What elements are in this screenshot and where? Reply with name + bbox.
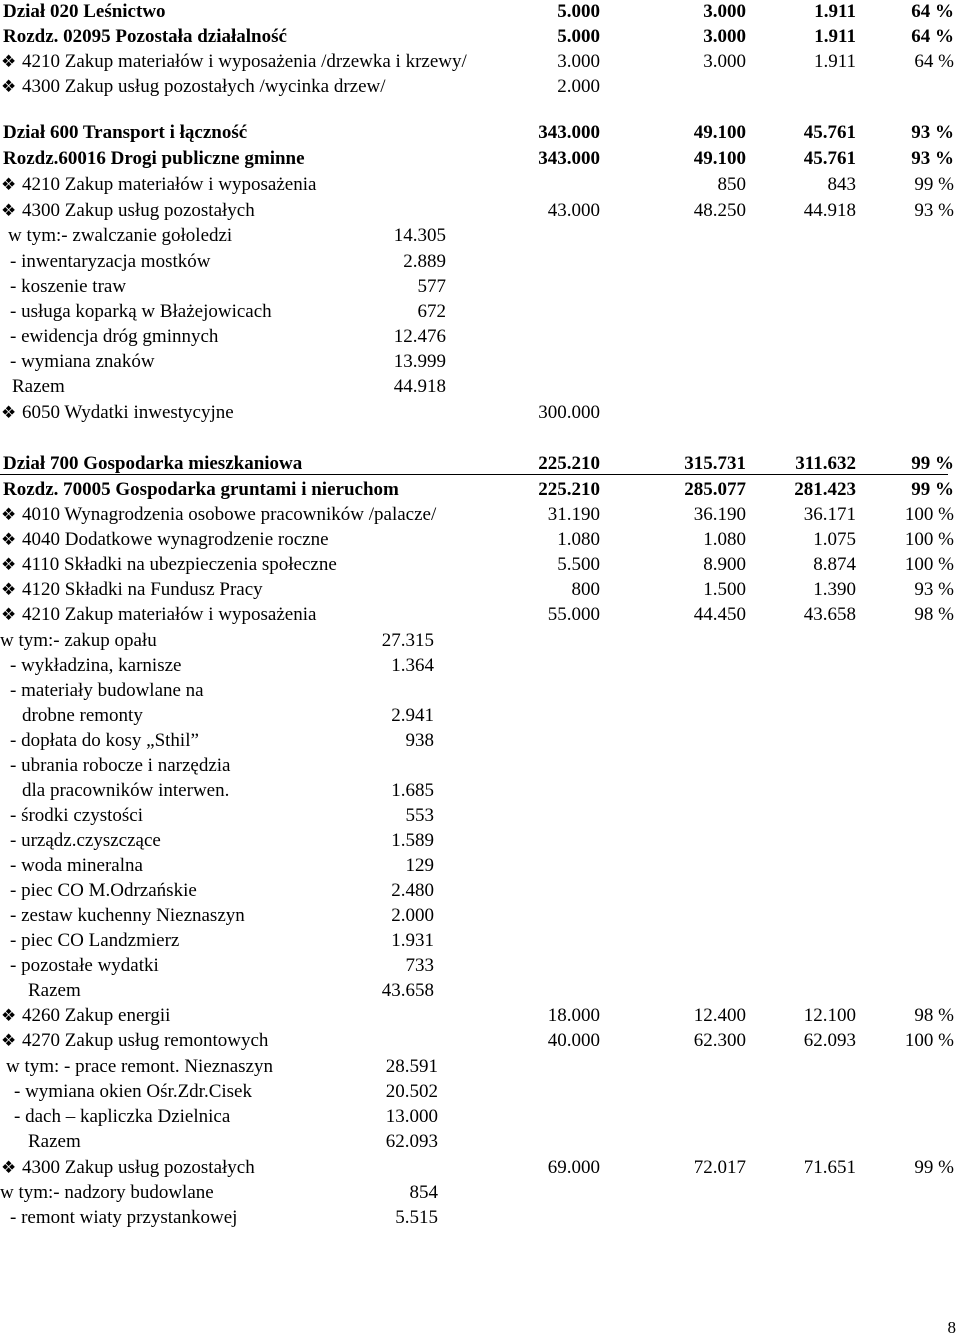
execution-percent: 98 % — [914, 604, 954, 625]
breakdown-value: 2.941 — [391, 705, 434, 726]
diamond-bullet-icon: ❖ — [1, 530, 17, 549]
row-label: 4260 Zakup energii — [22, 1005, 171, 1026]
breakdown-row — [0, 779, 960, 803]
breakdown-value: 12.476 — [393, 326, 446, 347]
execution-percent: 100 % — [904, 529, 954, 550]
breakdown-label: w tym:- zakup opału — [0, 630, 157, 651]
breakdown-label: - wykładzina, karnisze — [10, 655, 182, 676]
expense-item-row — [0, 401, 960, 425]
diamond-bullet-icon: ❖ — [1, 201, 17, 220]
diamond-bullet-icon: ❖ — [1, 580, 17, 599]
row-label: 4300 Zakup usług pozostałych — [22, 200, 255, 221]
amount-cell: 55.000 — [547, 604, 600, 625]
row-label: 4010 Wynagrodzenia osobowe pracowników /palacze/ — [22, 504, 437, 525]
row-label: 4040 Dodatkowe wynagrodzenie roczne — [22, 529, 329, 550]
row-label: 4110 Składki na ubezpieczenia społeczne — [22, 554, 337, 575]
breakdown-label: - dach – kapliczka Dzielnica — [14, 1106, 231, 1127]
breakdown-row — [0, 654, 960, 678]
row-label: 4300 Zakup usług pozostałych /wycinka drzew/ — [22, 76, 386, 97]
execution-percent: 64 % — [914, 51, 954, 72]
expense-item-row — [0, 75, 960, 99]
breakdown-label: - ubrania robocze i narzędzia — [10, 755, 231, 776]
execution-percent: 99 % — [914, 1157, 954, 1178]
amount-cell: 5.000 — [557, 26, 600, 47]
breakdown-row — [0, 729, 960, 753]
breakdown-row — [0, 1055, 960, 1079]
breakdown-value: 1.931 — [391, 930, 434, 951]
amount-cell: 5.500 — [557, 554, 600, 575]
breakdown-row — [0, 350, 960, 374]
row-label: Rozdz.60016 Drogi publiczne gminne — [3, 148, 305, 169]
breakdown-label: - urządz.czyszczące — [10, 830, 161, 851]
breakdown-value: 577 — [417, 276, 446, 297]
row-label: 4120 Składki na Fundusz Pracy — [22, 579, 263, 600]
breakdown-row — [0, 929, 960, 953]
diamond-bullet-icon: ❖ — [1, 505, 17, 524]
diamond-bullet-icon: ❖ — [1, 175, 17, 194]
execution-percent: 99 % — [914, 174, 954, 195]
amount-cell: 36.190 — [693, 504, 746, 525]
page-number: 8 — [947, 1318, 956, 1337]
amount-cell: 40.000 — [547, 1030, 600, 1051]
section-heading-row — [0, 478, 960, 502]
row-label: Rozdz. 70005 Gospodarka gruntami i nieruchom — [3, 479, 399, 500]
expense-item-row — [0, 503, 960, 527]
execution-percent: 100 % — [904, 554, 954, 575]
breakdown-value: 129 — [405, 855, 434, 876]
breakdown-label: w tym:- zwalczanie gołoledzi — [8, 225, 233, 246]
section-heading-row — [0, 147, 960, 171]
amount-cell: 44.918 — [803, 200, 856, 221]
amount-cell: 45.761 — [803, 122, 856, 143]
amount-cell: 1.075 — [813, 529, 856, 550]
diamond-bullet-icon: ❖ — [1, 605, 17, 624]
breakdown-row — [0, 704, 960, 728]
amount-cell: 3.000 — [703, 26, 746, 47]
breakdown-value: 1.589 — [391, 830, 434, 851]
breakdown-label: - pozostałe wydatki — [10, 955, 159, 976]
amount-cell: 18.000 — [547, 1005, 600, 1026]
amount-cell: 62.300 — [693, 1030, 746, 1051]
expense-item-row — [0, 199, 960, 223]
amount-cell: 1.911 — [814, 1, 856, 22]
breakdown-row — [0, 224, 960, 248]
breakdown-row — [0, 904, 960, 928]
execution-percent: 100 % — [904, 504, 954, 525]
breakdown-label: - materiały budowlane na — [10, 680, 204, 701]
diamond-bullet-icon: ❖ — [1, 1006, 17, 1025]
amount-cell: 311.632 — [795, 453, 856, 474]
section-heading-row — [0, 0, 960, 24]
amount-cell: 31.190 — [547, 504, 600, 525]
expense-item-row — [0, 603, 960, 627]
amount-cell: 49.100 — [693, 148, 746, 169]
amount-cell: 1.390 — [813, 579, 856, 600]
amount-cell: 1.500 — [703, 579, 746, 600]
amount-cell: 343.000 — [538, 148, 600, 169]
breakdown-label: - inwentaryzacja mostków — [10, 251, 211, 272]
amount-cell: 8.900 — [703, 554, 746, 575]
amount-cell: 225.210 — [538, 479, 600, 500]
row-label: 4300 Zakup usług pozostałych — [22, 1157, 255, 1178]
breakdown-label: - remont wiaty przystankowej — [10, 1207, 238, 1228]
diamond-bullet-icon: ❖ — [1, 555, 17, 574]
amount-cell: 1.080 — [557, 529, 600, 550]
amount-cell: 1.080 — [703, 529, 746, 550]
amount-cell: 843 — [827, 174, 856, 195]
expense-item-row — [0, 50, 960, 74]
row-label: 4210 Zakup materiałów i wyposażenia — [22, 604, 317, 625]
amount-cell: 36.171 — [803, 504, 856, 525]
row-label: Dział 700 Gospodarka mieszkaniowa — [3, 453, 303, 474]
breakdown-label: w tym:- nadzory budowlane — [0, 1182, 214, 1203]
amount-cell: 12.100 — [803, 1005, 856, 1026]
row-label: Dział 020 Leśnictwo — [3, 1, 166, 22]
breakdown-value: 28.591 — [385, 1056, 438, 1077]
section-heading-row — [0, 25, 960, 49]
breakdown-row — [0, 1105, 960, 1129]
breakdown-value: 13.000 — [385, 1106, 438, 1127]
breakdown-value: 5.515 — [395, 1207, 438, 1228]
amount-cell: 5.000 — [557, 1, 600, 22]
breakdown-label: drobne remonty — [22, 705, 143, 726]
diamond-bullet-icon: ❖ — [1, 1158, 17, 1177]
amount-cell: 48.250 — [693, 200, 746, 221]
breakdown-value: 62.093 — [385, 1131, 438, 1152]
amount-cell: 343.000 — [538, 122, 600, 143]
diamond-bullet-icon: ❖ — [1, 77, 17, 96]
execution-percent: 93 % — [914, 200, 954, 221]
breakdown-label: w tym: - prace remont. Nieznaszyn — [6, 1056, 273, 1077]
amount-cell: 1.911 — [813, 51, 856, 72]
breakdown-value: 27.315 — [381, 630, 434, 651]
breakdown-row — [0, 1206, 960, 1230]
diamond-bullet-icon: ❖ — [1, 52, 17, 71]
breakdown-row — [0, 1181, 960, 1205]
breakdown-value: 1.685 — [391, 780, 434, 801]
amount-cell: 72.017 — [693, 1157, 746, 1178]
row-label: 4270 Zakup usług remontowych — [22, 1030, 269, 1051]
breakdown-label: dla pracowników interwen. — [22, 780, 230, 801]
breakdown-label: - zestaw kuchenny Nieznaszyn — [10, 905, 245, 926]
breakdown-value: 553 — [405, 805, 434, 826]
breakdown-label: - środki czystości — [10, 805, 143, 826]
breakdown-value: 43.658 — [381, 980, 434, 1001]
breakdown-row — [0, 804, 960, 828]
amount-cell: 43.000 — [547, 200, 600, 221]
section-heading-row — [0, 121, 960, 145]
breakdown-value: 733 — [405, 955, 434, 976]
section-heading-row — [0, 452, 960, 476]
amount-cell: 1.911 — [814, 26, 856, 47]
expense-item-row — [0, 553, 960, 577]
breakdown-row — [0, 679, 960, 703]
amount-cell: 315.731 — [684, 453, 746, 474]
breakdown-value: 20.502 — [385, 1081, 438, 1102]
execution-percent: 99 % — [911, 479, 954, 500]
breakdown-label: - wymiana okien Ośr.Zdr.Cisek — [14, 1081, 252, 1102]
breakdown-label: - koszenie traw — [10, 276, 127, 297]
breakdown-row — [0, 854, 960, 878]
breakdown-row — [0, 629, 960, 653]
amount-cell: 43.658 — [803, 604, 856, 625]
breakdown-label: Razem — [12, 376, 65, 397]
breakdown-row — [0, 250, 960, 274]
diamond-bullet-icon: ❖ — [1, 403, 17, 422]
expense-item-row — [0, 578, 960, 602]
amount-cell: 12.400 — [693, 1005, 746, 1026]
breakdown-label: - woda mineralna — [10, 855, 143, 876]
diamond-bullet-icon: ❖ — [1, 1031, 17, 1050]
breakdown-value: 13.999 — [393, 351, 446, 372]
execution-percent: 100 % — [904, 1030, 954, 1051]
breakdown-row — [0, 1080, 960, 1104]
amount-cell: 850 — [717, 174, 746, 195]
amount-cell: 8.874 — [813, 554, 856, 575]
breakdown-label: - usługa koparką w Błażejowicach — [10, 301, 272, 322]
breakdown-row — [0, 979, 960, 1003]
breakdown-value: 854 — [409, 1182, 438, 1203]
expense-item-row — [0, 528, 960, 552]
row-label: Dział 600 Transport i łączność — [3, 122, 248, 143]
breakdown-row — [0, 1130, 960, 1154]
amount-cell: 3.000 — [703, 51, 746, 72]
breakdown-row — [0, 375, 960, 399]
breakdown-value: 938 — [405, 730, 434, 751]
execution-percent: 93 % — [911, 148, 954, 169]
breakdown-label: - wymiana znaków — [10, 351, 155, 372]
breakdown-value: 2.480 — [391, 880, 434, 901]
amount-cell: 281.423 — [794, 479, 856, 500]
execution-percent: 93 % — [914, 579, 954, 600]
row-label: 6050 Wydatki inwestycyjne — [22, 402, 234, 423]
breakdown-row — [0, 954, 960, 978]
row-label: 4210 Zakup materiałów i wyposażenia — [22, 174, 317, 195]
breakdown-row — [0, 275, 960, 299]
row-label: 4210 Zakup materiałów i wyposażenia /drzewka i krzewy/ — [22, 51, 467, 72]
amount-cell: 69.000 — [547, 1157, 600, 1178]
expense-item-row — [0, 173, 960, 197]
amount-cell: 225.210 — [538, 453, 600, 474]
amount-cell: 300.000 — [538, 402, 600, 423]
amount-cell: 49.100 — [693, 122, 746, 143]
amount-cell: 3.000 — [703, 1, 746, 22]
amount-cell: 62.093 — [803, 1030, 856, 1051]
breakdown-label: Razem — [28, 980, 81, 1001]
breakdown-row — [0, 829, 960, 853]
breakdown-label: - ewidencja dróg gminnych — [10, 326, 219, 347]
breakdown-value: 14.305 — [393, 225, 446, 246]
breakdown-value: 44.918 — [393, 376, 446, 397]
execution-percent: 64 % — [911, 26, 954, 47]
expense-item-row — [0, 1029, 960, 1053]
amount-cell: 800 — [571, 579, 600, 600]
breakdown-value: 1.364 — [391, 655, 434, 676]
breakdown-value: 2.889 — [403, 251, 446, 272]
amount-cell: 285.077 — [684, 479, 746, 500]
breakdown-label: - piec CO M.Odrzańskie — [10, 880, 197, 901]
breakdown-row — [0, 300, 960, 324]
execution-percent: 98 % — [914, 1005, 954, 1026]
execution-percent: 99 % — [911, 453, 954, 474]
breakdown-label: Razem — [28, 1131, 81, 1152]
breakdown-value: 2.000 — [391, 905, 434, 926]
breakdown-row — [0, 879, 960, 903]
amount-cell: 71.651 — [803, 1157, 856, 1178]
breakdown-value: 672 — [417, 301, 446, 322]
amount-cell: 44.450 — [693, 604, 746, 625]
breakdown-label: - piec CO Landzmierz — [10, 930, 180, 951]
execution-percent: 93 % — [911, 122, 954, 143]
expense-item-row — [0, 1004, 960, 1028]
breakdown-row — [0, 754, 960, 778]
breakdown-row — [0, 325, 960, 349]
breakdown-label: - dopłata do kosy „Sthil” — [10, 730, 199, 751]
row-label: Rozdz. 02095 Pozostała działalność — [3, 26, 287, 47]
amount-cell: 3.000 — [557, 51, 600, 72]
amount-cell: 45.761 — [803, 148, 856, 169]
amount-cell: 2.000 — [557, 76, 600, 97]
expense-item-row — [0, 1156, 960, 1180]
execution-percent: 64 % — [911, 1, 954, 22]
